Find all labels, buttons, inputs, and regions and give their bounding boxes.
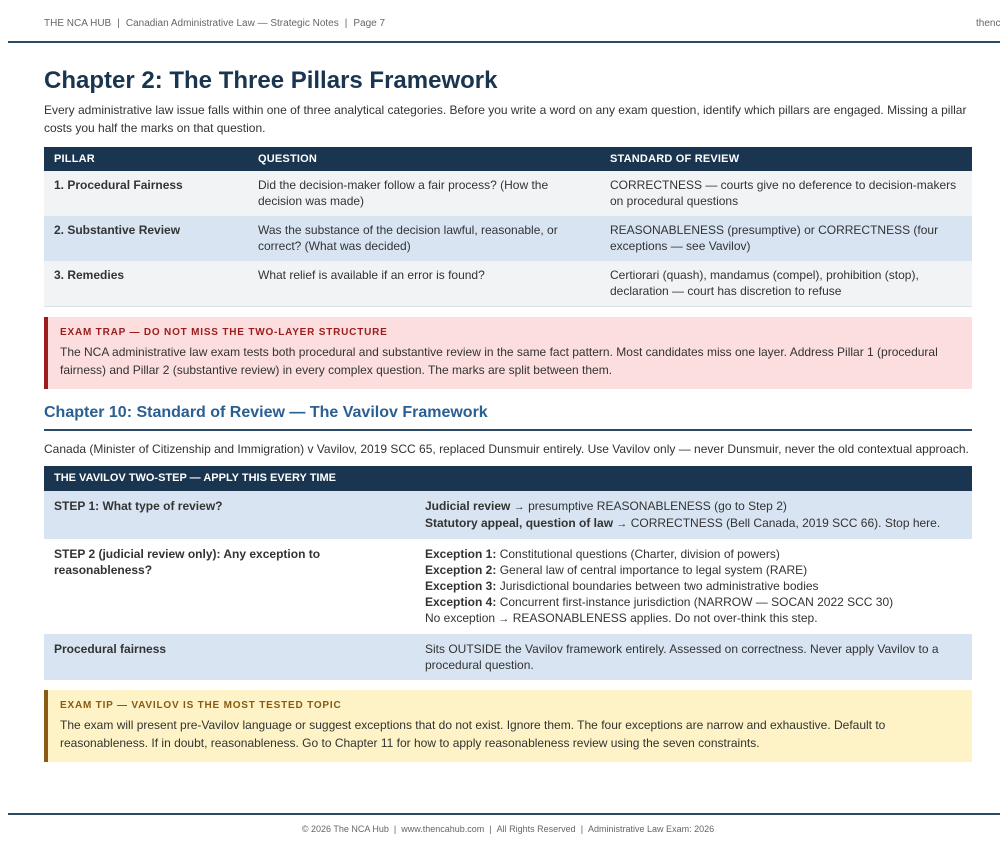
exam-trap-body: The NCA administrative law exam tests both procedural and substantive review in the same fact pattern. Most candidates miss one layer. Address Pillar 1 (procedural fairness) and Pillar 2 (substantive review) in every complex question. The marks are split between them. <box>60 345 938 377</box>
standard-cell: REASONABLENESS (presumptive) or CORRECTNESS (four exceptions — see Vavilov) <box>600 216 972 261</box>
exam-trap-title: EXAM TRAP — DO NOT MISS THE TWO-LAYER STRUCTURE <box>60 327 388 338</box>
table-row <box>44 171 972 216</box>
standard-cell: CORRECTNESS — courts give no deference to decision-makers on procedural questions <box>600 171 972 216</box>
no-exception-line: No exception → REASONABLENESS applies. Do not over-think this step. <box>425 611 818 625</box>
chapter-2-intro: Every administrative law issue falls within one of three analytical categories. Before you write a word on any exam question, identify which pillars are engaged. Missing a pillar costs you half the marks on that question. <box>44 103 967 135</box>
page-content <box>44 66 972 762</box>
arrow-icon: → <box>513 501 525 513</box>
arrow-icon: → <box>498 613 510 625</box>
table-row <box>44 261 972 307</box>
chapter-10-title: Chapter 10: Standard of Review — The Vavilov Framework <box>44 403 972 431</box>
chapter-10-lead: Canada (Minister of Citizenship and Immigration) v Vavilov, 2019 SCC 65, replaced Dunsmuir entirely. Use Vavilov only — never Dunsmuir, never the old contextual approach. <box>44 442 969 456</box>
vavilov-table <box>44 466 972 680</box>
step-1-judicial-review-outcome: presumptive REASONABLENESS (go to Step 2) <box>528 499 787 513</box>
pillars-table <box>44 147 972 307</box>
pillar-cell: 1. Procedural Fairness <box>44 171 248 216</box>
step-1-statutory-appeal: Statutory appeal, question of law <box>425 516 614 530</box>
fairness-label: Procedural fairness <box>54 642 167 656</box>
exam-trap-callout <box>44 317 972 389</box>
step-1-label: STEP 1: What type of review? <box>54 499 223 513</box>
vavilov-step-2-row <box>44 539 972 634</box>
step-1-detail <box>415 498 972 532</box>
question-cell: Did the decision-maker follow a fair process? (How the decision was made) <box>248 171 600 216</box>
vavilov-table-title: THE VAVILOV TWO-STEP — APPLY THIS EVERY TIME <box>44 466 972 491</box>
header-brand: THE NCA HUB <box>44 18 112 29</box>
footer-exam: Administrative Law Exam: 2026 <box>588 824 715 834</box>
pillars-table-header <box>44 147 972 171</box>
exam-tip-body: The exam will present pre-Vavilov language or suggest exceptions that do not exist. Ignore them. The four exceptions are narrow and exhaustive. Default to reasonableness. If in doubt, reasonableness. Go to Chapter 11 for how to apply reasonableness review using the seven constraints. <box>60 718 886 750</box>
standard-cell: Certiorari (quash), mandamus (compel), prohibition (stop), declaration — court has discretion to refuse <box>600 261 972 307</box>
step-1-statutory-appeal-outcome: CORRECTNESS (Bell Canada, 2019 SCC 66). Stop here. <box>630 516 941 530</box>
footer-copyright: © 2026 The NCA Hub <box>301 824 389 834</box>
page-footer: © 2026 The NCA Hub | www.thencahub.com | All Rights Reserved | Administrative Law Exam: 2026 <box>301 824 715 834</box>
chapter-2-title: Chapter 2: The Three Pillars Framework <box>44 67 498 94</box>
exception-item: Exception 4: Concurrent first-instance jurisdiction (NARROW — SOCAN 2022 SCC 30) <box>425 595 894 609</box>
column-header-pillar: PILLAR <box>44 147 248 171</box>
header-right-text: thenc <box>976 18 1000 29</box>
pillar-cell: 3. Remedies <box>44 261 248 307</box>
footer-website-link[interactable]: www.thencahub.com <box>401 824 485 834</box>
footer-rights: All Rights Reserved <box>496 824 576 834</box>
question-cell: What relief is available if an error is found? <box>248 261 600 307</box>
step-2-detail <box>415 546 972 627</box>
exception-item: Exception 2: General law of central importance to legal system (RARE) <box>425 563 808 577</box>
header-divider <box>8 41 1000 43</box>
question-cell: Was the substance of the decision lawful, reasonable, or correct? (What was decided) <box>248 216 600 261</box>
exam-tip-callout <box>44 690 972 762</box>
fairness-detail: Sits OUTSIDE the Vavilov framework entirely. Assessed on correctness. Never apply Vavilov to a procedural question. <box>425 642 939 672</box>
vavilov-step-1-row <box>44 491 972 539</box>
column-header-standard: STANDARD OF REVIEW <box>600 147 972 171</box>
exam-tip-title: EXAM TIP — VAVILOV IS THE MOST TESTED TOPIC <box>60 700 342 711</box>
column-header-question: QUESTION <box>248 147 600 171</box>
footer-divider <box>8 813 1000 815</box>
step-2-label: STEP 2 (judicial review only): Any exception to reasonableness? <box>54 547 321 577</box>
arrow-icon: → <box>616 518 628 530</box>
page-header: THE NCA HUB | Canadian Administrative Law — Strategic Notes | Page 7 <box>44 18 386 29</box>
table-row <box>44 216 972 261</box>
step-1-judicial-review: Judicial review <box>425 499 511 513</box>
pillar-cell: 2. Substantive Review <box>44 216 248 261</box>
exception-item: Exception 1: Constitutional questions (Charter, division of powers) <box>425 547 780 561</box>
exception-item: Exception 3: Jurisdictional boundaries between two administrative bodies <box>425 579 819 593</box>
header-doc-title: Canadian Administrative Law — Strategic Notes <box>125 18 339 29</box>
vavilov-fairness-row <box>44 634 972 680</box>
header-page-number: Page 7 <box>353 18 386 29</box>
